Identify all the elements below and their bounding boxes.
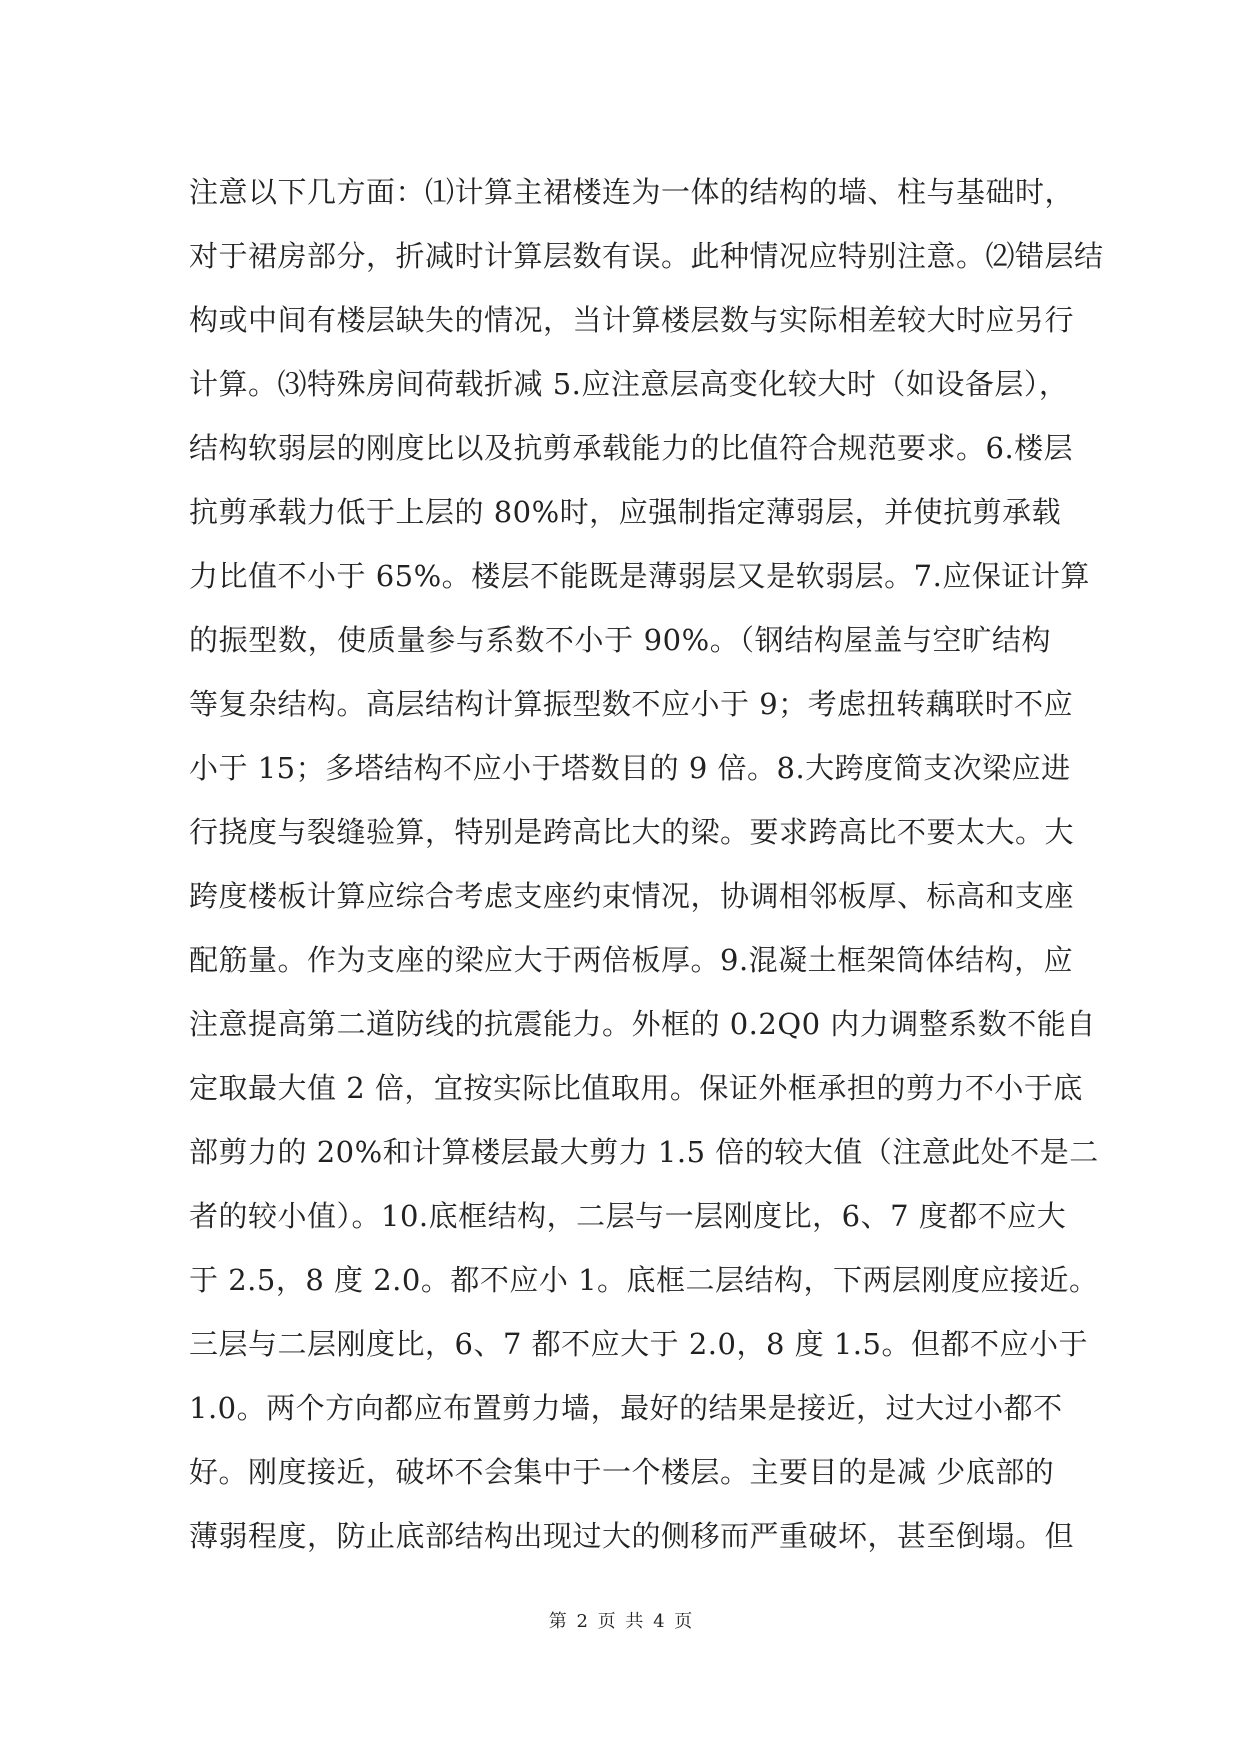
text-line: 定取最大值 2 倍，宜按实际比值取用。保证外框承担的剪力不小于底 xyxy=(189,1071,1083,1105)
text-line: 抗剪承载力低于上层的 80%时，应强制指定薄弱层，并使抗剪承载 xyxy=(189,495,1062,529)
text-line: 行挠度与裂缝验算，特别是跨高比大的梁。要求跨高比不要太大。大 xyxy=(189,815,1075,849)
text-line: 于 2.5，8 度 2.0。都不应小 1。底框二层结构，下两层刚度应接近。 xyxy=(189,1263,1099,1297)
text-line: 等复杂结构。高层结构计算振型数不应小于 9；考虑扭转藕联时不应 xyxy=(189,687,1074,721)
text-line: 结构软弱层的刚度比以及抗剪承载能力的比值符合规范要求。6.楼层 xyxy=(189,431,1074,465)
text-line: 注意以下几方面：⑴计算主裙楼连为一体的结构的墙、柱与基础时， xyxy=(189,175,1075,209)
text-line: 小于 15；多塔结构不应小于塔数目的 9 倍。8.大跨度简支次梁应进 xyxy=(189,751,1071,785)
text-line: 配筋量。作为支座的梁应大于两倍板厚。9.混凝土框架筒体结构，应 xyxy=(189,943,1074,977)
page-footer: 第 2 页 共 4 页 xyxy=(548,1611,693,1632)
text-line: 构或中间有楼层缺失的情况，当计算楼层数与实际相差较大时应另行 xyxy=(189,303,1075,337)
text-line: 者的较小值）。10.底框结构，二层与一层刚度比，6、7 度都不应大 xyxy=(189,1199,1067,1233)
text-line: 力比值不小于 65%。楼层不能既是薄弱层又是软弱层。7.应保证计算 xyxy=(189,559,1090,593)
text-line: 薄弱程度，防止底部结构出现过大的侧移而严重破坏，甚至倒塌。但 xyxy=(189,1519,1075,1553)
text-line: 部剪力的 20%和计算楼层最大剪力 1.5 倍的较大值（注意此处不是二 xyxy=(189,1135,1099,1169)
body-text xyxy=(189,160,1104,1568)
text-line: 1.0。两个方向都应布置剪力墙，最好的结果是接近，过大过小都不 xyxy=(189,1391,1063,1425)
text-line: 跨度楼板计算应综合考虑支座约束情况，协调相邻板厚、标高和支座 xyxy=(189,879,1075,913)
text-line: 好。刚度接近，破坏不会集中于一个楼层。主要目的是减 少底部的 xyxy=(189,1455,1055,1489)
text-line: 计算。⑶特殊房间荷载折减 5.应注意层高变化较大时（如设备层）， xyxy=(189,367,1069,401)
text-line: 注意提高第二道防线的抗震能力。外框的 0.2Q0 内力调整系数不能自 xyxy=(189,1007,1096,1041)
text-line: 的振型数，使质量参与系数不小于 90%。（钢结构屋盖与空旷结构 xyxy=(189,623,1051,657)
text-line: 对于裙房部分，折减时计算层数有误。此种情况应特别注意。⑵错层结 xyxy=(189,239,1104,273)
text-line: 三层与二层刚度比，6、7 都不应大于 2.0，8 度 1.5。但都不应小于 xyxy=(189,1327,1088,1361)
